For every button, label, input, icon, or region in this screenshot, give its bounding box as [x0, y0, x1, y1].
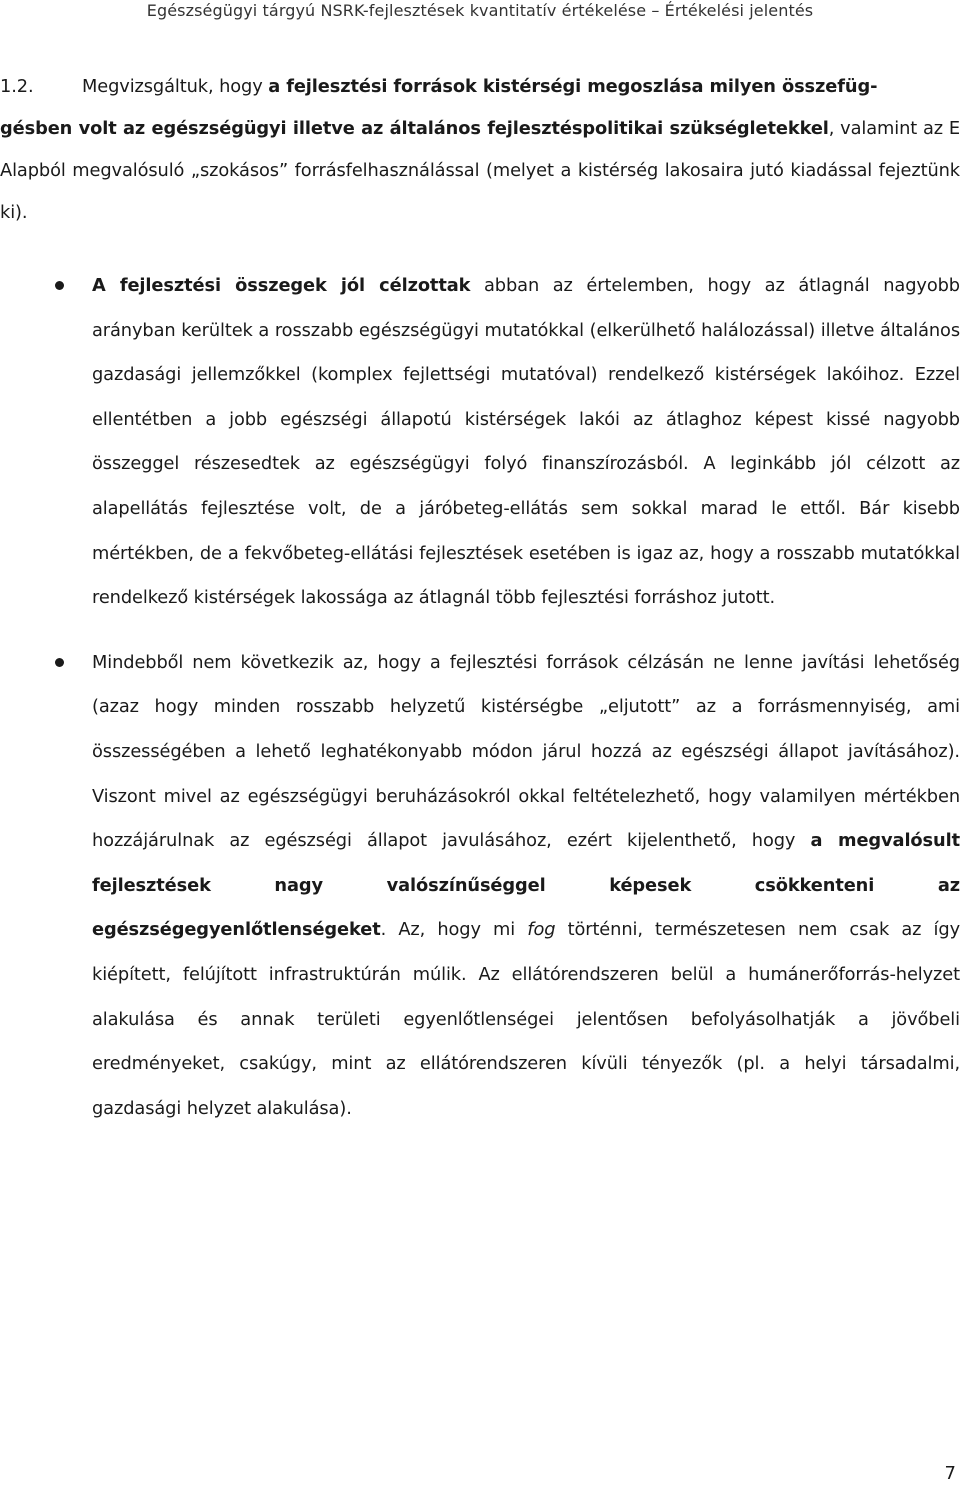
bullet-item: [0, 264, 960, 621]
section-paragraph: [0, 108, 960, 234]
section-1-2: [0, 66, 960, 234]
bullet-italic-word: fog: [527, 919, 556, 941]
section-first-line: [82, 66, 877, 108]
bullet-list: [0, 264, 960, 1151]
bullet-dot-icon: [55, 281, 64, 290]
bullet-bold-phrase: a megvalósult fejlesztések nagy valószínűséggel képesek csökkenteni az egészségegyenlőtlenségeket: [92, 830, 960, 941]
section-bold-phrase-b: gésben volt az egészségügyi illetve az általános fejlesztéspolitikai szükségletekkel: [0, 118, 829, 139]
bullet-text-b: . Az, hogy mi: [380, 919, 528, 941]
bullet-text-c: történni, természetesen nem csak az így kiépített, felújított infrastruktúrán múlik. Az ellátórendszeren belül a humánerőforrás-helyzet alakulása és annak területi egyenlőtlenségei jelentősen befolyásolhatják a jövőbeli eredményeket, csakúgy, mint az ellátórendszeren kívüli tényezők (pl. a helyi társadalmi, gazdasági helyzet alakulása).: [92, 919, 960, 1119]
bullet-item: [0, 641, 960, 1132]
section-bold-phrase-a: a fejlesztési források kistérségi megoszlása milyen összefüg-: [268, 76, 878, 97]
bullet-lead-bold: A fejlesztési összegek jól célzottak: [92, 275, 471, 296]
bullet-dot-icon: [55, 658, 64, 667]
page-number: 7: [944, 1463, 956, 1484]
section-intro-text: Megvizsgáltuk, hogy: [82, 76, 269, 97]
running-header: Egészségügyi tárgyú NSRK-fejlesztések kvantitatív értékelése – Értékelési jelentés: [146, 1, 814, 20]
section-rest-text: , valamint az E Alapból megvalósuló „szokásos” forrásfelhasználással (melyet a kistérség lakosaira jutó kiadással fejeztünk ki).: [0, 118, 960, 223]
bullet-text: abban az értelemben, hogy az átlagnál nagyobb arányban kerültek a rosszabb egészségügyi mutatókkal (elkerülhető halálozással) illetve általános gazdasági jellemzőkkel (komplex fejlettségi mutatóval) rendelkező kistérségek lakóihoz. Ezzel ellentétben a jobb egészségi állapotú kistérségek lakói az átlaghoz képest kissé nagyobb összeggel részesedtek az egészségügyi folyó finanszírozásból. A leginkább jól célzott az alapellátás fejlesztése volt, de a járóbeteg-ellátás sem sokkal marad le ettől. Bár kisebb mértékben, de a fekvőbeteg-ellátási fejlesztések esetében is igaz az, hogy a rosszabb mutatókkal rendelkező kistérségek lakossága az átlagnál több fejlesztési forráshoz jutott.: [92, 275, 960, 609]
section-number: 1.2.: [0, 76, 34, 97]
bullet-text-a: Mindebből nem következik az, hogy a fejlesztési források célzásán ne lenne javítási lehetőség (azaz hogy minden rosszabb helyzetű kistérségbe „eljutott” az a forrásmennyiség, ami összességében a lehető leghatékonyabb módon járul hozzá az egészségi állapot javításához). Viszont mivel az egészségügyi beruházásokról okkal feltételezhető, hogy valamilyen mértékben hozzájárulnak az egészségi állapot javulásához, ezért kijelenthető, hogy: [92, 651, 960, 852]
section-heading-line: [0, 66, 960, 108]
